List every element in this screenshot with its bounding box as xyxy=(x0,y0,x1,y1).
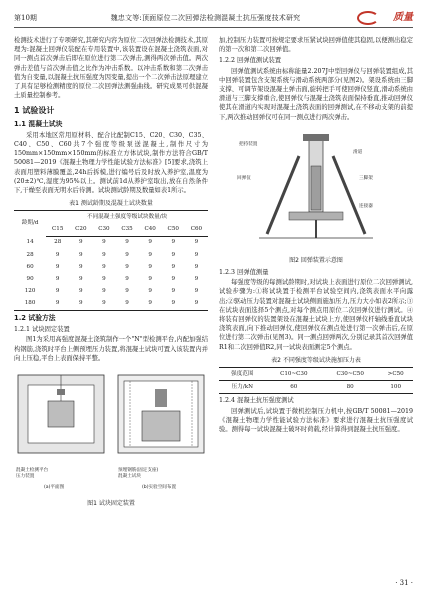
table-2-caption: 表2 不同强度等级试块施加压力表 xyxy=(271,356,361,364)
figure-1-label: 混凝土检测平台 xyxy=(16,468,49,474)
page-number: · 31 · xyxy=(395,579,413,587)
section-1-2-1-paragraph: 图1为采用高强度混凝土浇筑制作一个"N"型检测平台,内配加强结构钢筋,浇筑时平台上侧预埋压力装置,将混凝土试块可置入该装置内并向上压稳,平台上表面保持平整。 xyxy=(14,336,208,362)
table-2-cell: 80 xyxy=(346,383,354,390)
table-1-row xyxy=(14,273,208,285)
table-2-header-cell: >C50 xyxy=(378,368,413,381)
handle-device-icon xyxy=(303,134,329,141)
table-1-age-cell: 28 xyxy=(26,251,34,258)
table-1-age-cell: 60 xyxy=(26,263,34,270)
table-1-cell: 9 xyxy=(171,275,176,282)
figure-1-subcaption-b: (b)实验空间布置 xyxy=(142,485,177,491)
running-title: 魏忠文等:顶面原位二次回弹法检测混凝土抗压强度技术研究 xyxy=(110,13,301,22)
table-1-cell: 9 xyxy=(171,288,176,295)
table-1-cell: 9 xyxy=(148,251,152,258)
table-1-cell: 9 xyxy=(102,239,106,246)
table-1-cell: 9 xyxy=(102,300,106,307)
table-1-cell: 9 xyxy=(79,263,83,270)
figure-2-label: 滑道 xyxy=(353,149,363,155)
figure-2 xyxy=(219,126,413,254)
table-1-grade: C30 xyxy=(92,224,115,237)
figure-1-label: 混凝土试块 xyxy=(118,474,141,480)
issue-number: 第10期 xyxy=(14,13,37,22)
table-1-cell: 9 xyxy=(79,288,83,295)
table-1-cell: 9 xyxy=(55,288,60,295)
table-1-cell: 9 xyxy=(148,300,152,307)
figure-1-label: 压力装置 xyxy=(16,474,35,480)
table-1-cell: 9 xyxy=(194,300,199,307)
table-1-cell: 9 xyxy=(79,239,83,246)
table-1-cell: 9 xyxy=(102,263,106,270)
connector xyxy=(289,212,343,220)
table-1-cell: 9 xyxy=(125,263,129,270)
tripod-leg-right xyxy=(333,156,365,234)
section-1-1-paragraph: 采用本地区常用原材料、配合比配制C15、C20、C30、C35、C40、C50、C60共7个强度等级泵送混凝土,制作尺寸为150mm×150mm×150mm的标准立方体试块,制作方法符合GB/T 50081—2019《混凝土物理力学性能试验方法标准》[5]要求,浇筑上表面用塑料薄膜覆盖,24h后拆模,进行编号后及时放入养护室,温度为(20±2)℃,湿度为95%以上。测试前1d从养护室取出,放在自然条件下,干燥至表面无明水后待测。试块测试龄期及数量如表1所示。 xyxy=(14,131,208,195)
table-1-cell: 9 xyxy=(102,275,106,282)
rebound-hammer-icon xyxy=(311,166,321,210)
figure-1-caption: 图1 试块固定装置 xyxy=(87,500,135,508)
intro-paragraph: 检测技术进行了专项研究,其研究内容为原位二次回弹法检测技术,其原理为:混凝土回弹仪装配在专用装置中,该装置设在混凝土浇筑表面,对同一测点首次弹击后即在原位进行第二次弹击,测得两次弹击值。两次弹击差值与首次弹击值之比作为冲击系数。以冲击系数和第二次弹击值为自变量,以混凝土抗压强度为因变量,提出一个二次弹击法原理建立了具有足够检测精度的原位二次回弹法测强曲线。研究成果可供混凝土质量控制参考。 xyxy=(14,37,208,100)
table-1-cell: 9 xyxy=(194,288,199,295)
section-1-2-2-heading: 1.2.2 回弹值测试装置 xyxy=(219,57,282,65)
table-1-cell: 28 xyxy=(54,239,62,246)
section-1-2-3-heading: 1.2.3 回弹值测量 xyxy=(219,269,269,277)
table-1-cell: 9 xyxy=(102,251,106,258)
table-1-age-cell: 14 xyxy=(26,239,34,246)
table-1-cell: 9 xyxy=(55,275,60,282)
table-1-cell: 9 xyxy=(194,251,199,258)
table-1-grade: C60 xyxy=(185,224,208,237)
table-1-cell: 9 xyxy=(125,300,129,307)
section-1-2-heading: 1.2 试验方法 xyxy=(14,314,56,323)
table-1-row xyxy=(14,261,208,273)
table-1-row xyxy=(14,286,208,298)
table-1-cell: 9 xyxy=(194,263,199,270)
section-1-heading: 1 试验设计 xyxy=(14,106,55,116)
table-1-cell: 9 xyxy=(148,288,152,295)
table-1-age-cell: 90 xyxy=(26,275,34,282)
table-1-row xyxy=(14,298,208,311)
figure-2-label: 回弹仪 xyxy=(237,175,251,181)
tripod-leg-left xyxy=(267,156,299,234)
table-2-cell: 压力/kN xyxy=(231,383,253,390)
continued-paragraph: 加,控制压力装置可按规定要求压紧试块回弹值使其稳固,以便测出稳定的第一次和第二次回弹值。 xyxy=(219,37,413,54)
table-1-cell: 9 xyxy=(125,288,129,295)
table-1-cell: 9 xyxy=(171,300,176,307)
table-1-cell: 9 xyxy=(102,288,106,295)
table-2-header-cell: 强度范围 xyxy=(219,368,266,381)
table-2-header-cell: C30~C50 xyxy=(322,368,378,381)
figure-2-caption: 图2 回弹装置示意图 xyxy=(289,256,343,264)
table-1-age-cell: 120 xyxy=(24,288,36,295)
journal-logo: 质量 xyxy=(357,10,413,26)
table-1-grade: C50 xyxy=(162,224,185,237)
table-2 xyxy=(219,367,413,394)
table-1-grade: C40 xyxy=(139,224,162,237)
section-1-2-2-paragraph: 回弹值测试系统由标称能量2.207J中型回弹仪与回弹装置组成,其中回弹装置包含支架系统与滑动系统两部分(见图2)。架设系统由三脚支撑、可调节架设混凝土弹击面,旋转把手可使回弹仪竖直,滑动系统由滑道与三脚支撑重合,使回弹仪与混凝土浇筑表面保持垂直,推动回弹仪使其在滑道内实现对混凝土浇筑表面的回弹测试,在不移动支架的前提下,两次推动回弹仪可在同一测点进行两次弹击。 xyxy=(219,67,413,121)
table-1-cell: 9 xyxy=(171,239,176,246)
table-1-age-cell: 180 xyxy=(24,300,36,307)
table-1-cell: 9 xyxy=(194,275,199,282)
table-2-header-cell: C10~C30 xyxy=(266,368,322,381)
figure-2-label: 连接器 xyxy=(359,203,373,209)
table-2-row xyxy=(219,381,413,394)
figure-2-label: 三脚架 xyxy=(359,175,373,181)
section-1-1-heading: 1.1 混凝土试块 xyxy=(14,119,63,128)
table-1-cell: 9 xyxy=(194,239,199,246)
table-1-row xyxy=(14,249,208,261)
figure-2-label: 把持装置 xyxy=(239,141,258,147)
table-1-grade: C15 xyxy=(46,224,69,237)
table-1-caption: 表1 测试龄期及混凝土试块数量 xyxy=(69,200,153,208)
section-view-specimen xyxy=(142,411,180,441)
table-1-grade: C35 xyxy=(115,224,138,237)
page-header xyxy=(14,8,413,28)
right-column xyxy=(219,36,413,435)
table-1-corner: 龄期/d xyxy=(21,220,39,227)
table-1-cell: 9 xyxy=(171,251,176,258)
table-1-cell: 9 xyxy=(148,275,152,282)
table-1-body xyxy=(14,236,208,310)
pressure-device-icon xyxy=(57,389,65,395)
figure-1-drawing xyxy=(14,367,208,467)
table-2-cell: 60 xyxy=(290,383,298,390)
figure-1 xyxy=(14,367,208,497)
figure-1-subcaption-a: (a)平面图 xyxy=(44,485,65,491)
table-1-cell: 9 xyxy=(148,263,152,270)
table-1-cell: 9 xyxy=(148,239,152,246)
logo-ring-icon xyxy=(357,11,379,25)
table-1-cell: 9 xyxy=(55,251,60,258)
table-1-cell: 9 xyxy=(125,275,129,282)
section-pressure-device-icon xyxy=(155,389,167,407)
plan-view-specimen xyxy=(48,401,74,427)
table-1-cell: 9 xyxy=(55,300,60,307)
table-1-cell: 9 xyxy=(125,251,129,258)
table-1-cell: 9 xyxy=(171,263,176,270)
table-1-cell: 9 xyxy=(55,263,60,270)
table-1-cell: 9 xyxy=(79,300,83,307)
table-2-cell: 100 xyxy=(390,383,402,390)
section-1-2-4-paragraph: 回弹测试后,试块置于微机控制压力机中,按GB/T 50081—2019《混凝土物理力学性能试验方法标准》要求进行混凝土抗压强度试验。测得每一试块混凝土破坏时荷载,经计算得到混凝土抗压强度。 xyxy=(219,407,413,434)
figure-1-label: 预埋钢筋(固定支座) xyxy=(118,468,159,474)
section-1-2-1-heading: 1.2.1 试块固定装置 xyxy=(14,326,70,334)
table-1-cell: 9 xyxy=(79,275,83,282)
section-1-2-3-paragraph: 每强度等级的每测试龄期时,对试块上表面进行原位二次回弹测试,试验步骤为:①将试块置于检测平台试验空间内,浇筑表面水平向露出;②驱动压力装置对混凝土试块侧面施加压力,压力大小如表2所示;③在试块表面选择5个测点,对每个测点用原位二次回弹仪进行测试。④将装有回弹仪的装置架设在混凝土试块上方,使回弹仪杆轴线垂直试块浇筑表面,向下推动回弹仪,使回弹仪在测点处进行第一次弹击后,在原位进行第二次弹击(见图3)。同一测点回弹两次,分别记录其首次回弹值R1和二次回弹值R2,同一试块表面测定5个测点。 xyxy=(219,279,413,351)
table-1-cell: 9 xyxy=(79,251,83,258)
section-1-2-4-heading: 1.2.4 混凝土抗压强度测试 xyxy=(219,397,294,405)
table-1-cell: 9 xyxy=(125,239,129,246)
table-1-row xyxy=(14,236,208,249)
table-1-grade: C20 xyxy=(69,224,92,237)
table-1-group-header: 不同混凝土强度等级试块数量/块 xyxy=(86,213,168,220)
left-column xyxy=(14,36,208,511)
table-1 xyxy=(14,210,208,311)
